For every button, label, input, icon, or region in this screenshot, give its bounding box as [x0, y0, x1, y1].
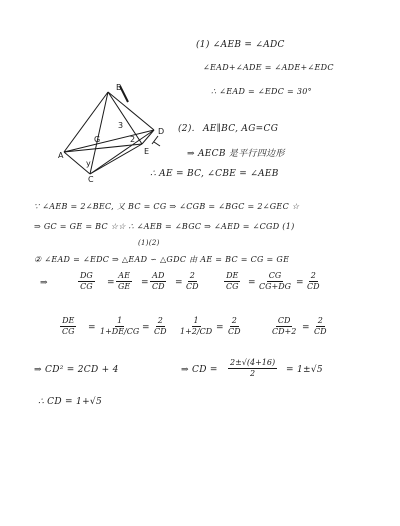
part2-number: (2).	[178, 124, 195, 134]
part2-step-1: ⇒ AECB 是平行四边形	[187, 149, 285, 159]
final-eq-2-lead: ⇒ CD =	[181, 365, 218, 375]
ratio-frac-de-cg: $\frac{DE}{CG}$	[226, 271, 239, 291]
ratio-frac-2-cd: $\frac{2}{CD}$	[186, 271, 199, 291]
ratio2-frac-2-cd-c: $\frac{2}{CD}$	[314, 316, 327, 336]
geometry-figure	[58, 82, 178, 182]
ratio2-frac-2-cd: $\frac{2}{CD}$	[154, 316, 167, 336]
middle-line-3: ② ∠EAD = ∠EDC ⇒ △EAD ∽ △GDC 由 AE = BC = CG = GE	[34, 255, 290, 264]
header-line-2: ∠EAD+∠ADE = ∠ADE+∠EDC	[203, 63, 334, 72]
ratio-frac-dg-cg: $\frac{DG}{CG}$	[80, 271, 93, 291]
middle-line-1: ∵ ∠AEB = 2∠BEC, 又 BC = CG ⇒ ∠CGB = ∠BGC = 2∠GEC ☆	[34, 202, 300, 211]
fig-label-b: B	[116, 83, 122, 92]
final-eq-2-frac: $\frac{2\pm√(4+16)}{2}$	[230, 358, 276, 378]
ratio-frac-2-cd-b: $\frac{2}{CD}$	[307, 271, 320, 291]
fig-label-3: 3	[118, 121, 124, 130]
ratio-lead: ⇒	[40, 278, 48, 288]
ratio-frac-ad-cd: $\frac{AD}{CD}$	[152, 271, 165, 291]
fig-label-a: A	[58, 151, 64, 160]
middle-tag: (1)(2)	[138, 239, 160, 247]
part2-step-2: ∴ AE = BC, ∠CBE = ∠AEB	[150, 169, 279, 179]
middle-line-2: ⇒ GC = GE = BC ☆☆ ∴ ∠AEB = ∠BGC ⇒ ∠AED = ∠CGD (1)	[34, 222, 295, 231]
ratio2-frac-1-1de: $\frac{1}{1+DE/CG}$	[100, 316, 140, 336]
part2-given: AE∥BC, AG=CG	[203, 124, 279, 134]
fig-label-c: C	[88, 175, 94, 182]
ratio2-frac-de-cg: $\frac{DE}{CG}$	[62, 316, 75, 336]
ratio2-frac-1-12cd: $\frac{1}{1+2/CD}$	[180, 316, 213, 336]
fig-label-e: E	[144, 147, 150, 156]
header-line-3: ∴ ∠EAD = ∠EDC = 30°	[211, 87, 312, 96]
ratio-frac-cg-cgdg: $\frac{CG}{CG+DG}$	[259, 271, 292, 291]
fig-label-y: y	[86, 159, 91, 168]
fig-label-2: 2	[130, 135, 136, 144]
header-line-1: (1) ∠AEB = ∠ADC	[196, 40, 285, 50]
final-answer: ∴ CD = 1+√5	[38, 397, 102, 407]
fig-label-d: D	[158, 127, 165, 136]
ratio2-frac-2-cd-b: $\frac{2}{CD}$	[228, 316, 241, 336]
fig-label-g: G	[94, 135, 101, 144]
ratio-frac-ae-ge: $\frac{AE}{GE}$	[118, 271, 131, 291]
ratio2-frac-cd-cd2: $\frac{CD}{CD+2}$	[272, 316, 297, 336]
final-eq-1: ⇒ CD² = 2CD + 4	[34, 365, 119, 375]
final-eq-2-tail: = 1±√5	[286, 365, 323, 375]
